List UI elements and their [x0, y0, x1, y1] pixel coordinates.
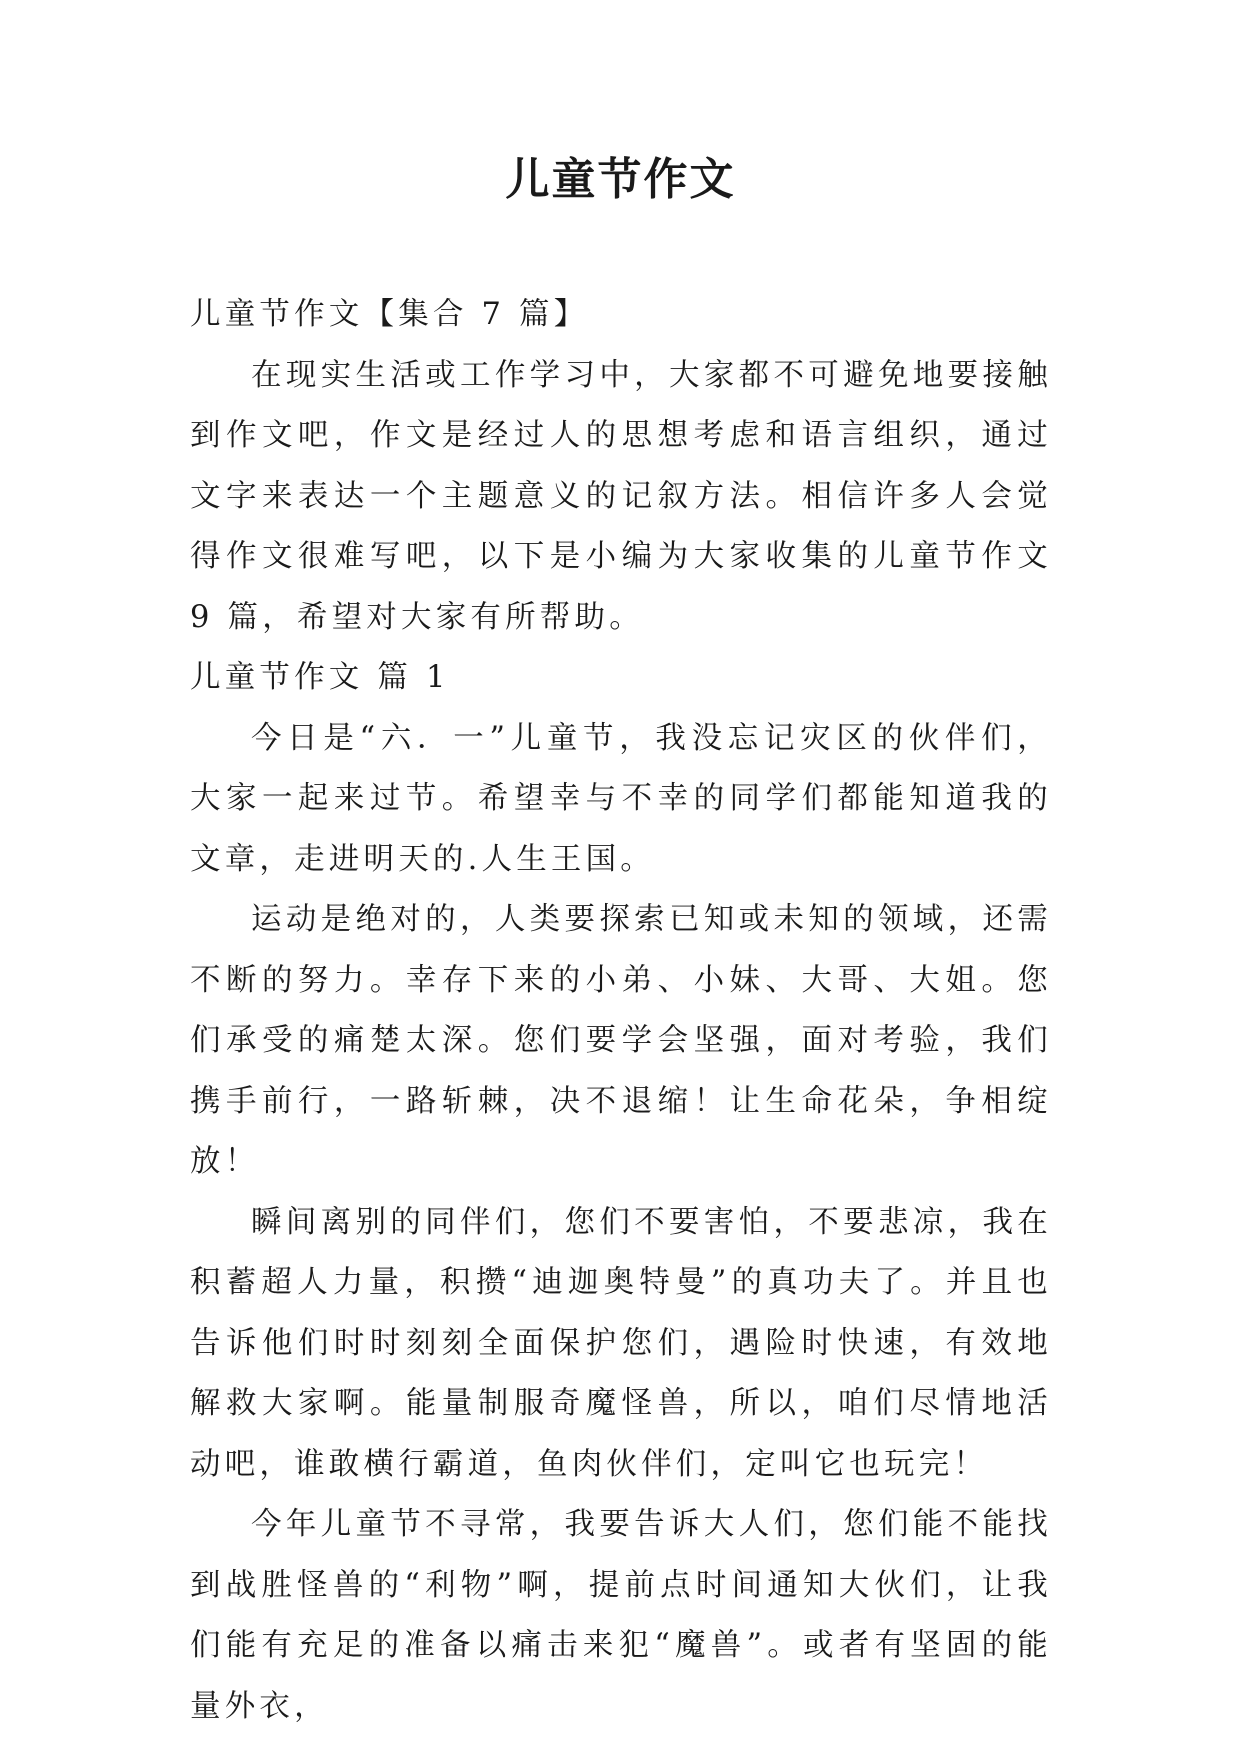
collection-heading: 儿童节作文【集合 7 篇】: [190, 297, 589, 332]
essay-1-heading: 儿童节作文 篇 1: [190, 660, 450, 695]
essay-1-paragraph-3: 瞬间离别的同伴们，您们不要害怕，不要悲凉，我在积蓄超人力量，积攒“迪迦奥特曼”的真功夫了。并且也告诉他们时时刻刻全面保护您们，遇险时快速，有效地解救大家啊。能量制服奇魔怪兽，所以，咱们尽情地活动吧，谁敢横行霸道，鱼肉伙伴们，定叫它也玩完！: [190, 1204, 1052, 1482]
intro-paragraph: 在现实生活或工作学习中，大家都不可避免地要接触到作文吧，作文是经过人的思想考虑和语言组织，通过文字来表达一个主题意义的记叙方法。相信许多人会觉得作文很难写吧，以下是小编为大家收集的儿童节作文 9 篇，希望对大家有所帮助。: [190, 357, 1052, 635]
document-title: 儿童节作文: [505, 154, 736, 205]
document-body: [190, 285, 1052, 1737]
essay-1-paragraph-4: 今年儿童节不寻常，我要告诉大人们，您们能不能找到战胜怪兽的“利物”啊，提前点时间通知大伙们，让我们能有充足的准备以痛击来犯“魔兽”。或者有坚固的能量外衣，: [190, 1507, 1052, 1724]
essay-1-paragraph-1: 今日是“六．一”儿童节，我没忘记灾区的伙伴们，大家一起来过节。希望幸与不幸的同学们都能知道我的文章，走进明天的.人生王国。: [190, 720, 1052, 877]
essay-1-paragraph-2: 运动是绝对的，人类要探索已知或未知的领域，还需不断的努力。幸存下来的小弟、小妹、大哥、大姐。您们承受的痛楚太深。您们要学会坚强，面对考验，我们携手前行，一路斩棘，决不退缩！让生命花朵，争相绽放！: [190, 902, 1052, 1179]
